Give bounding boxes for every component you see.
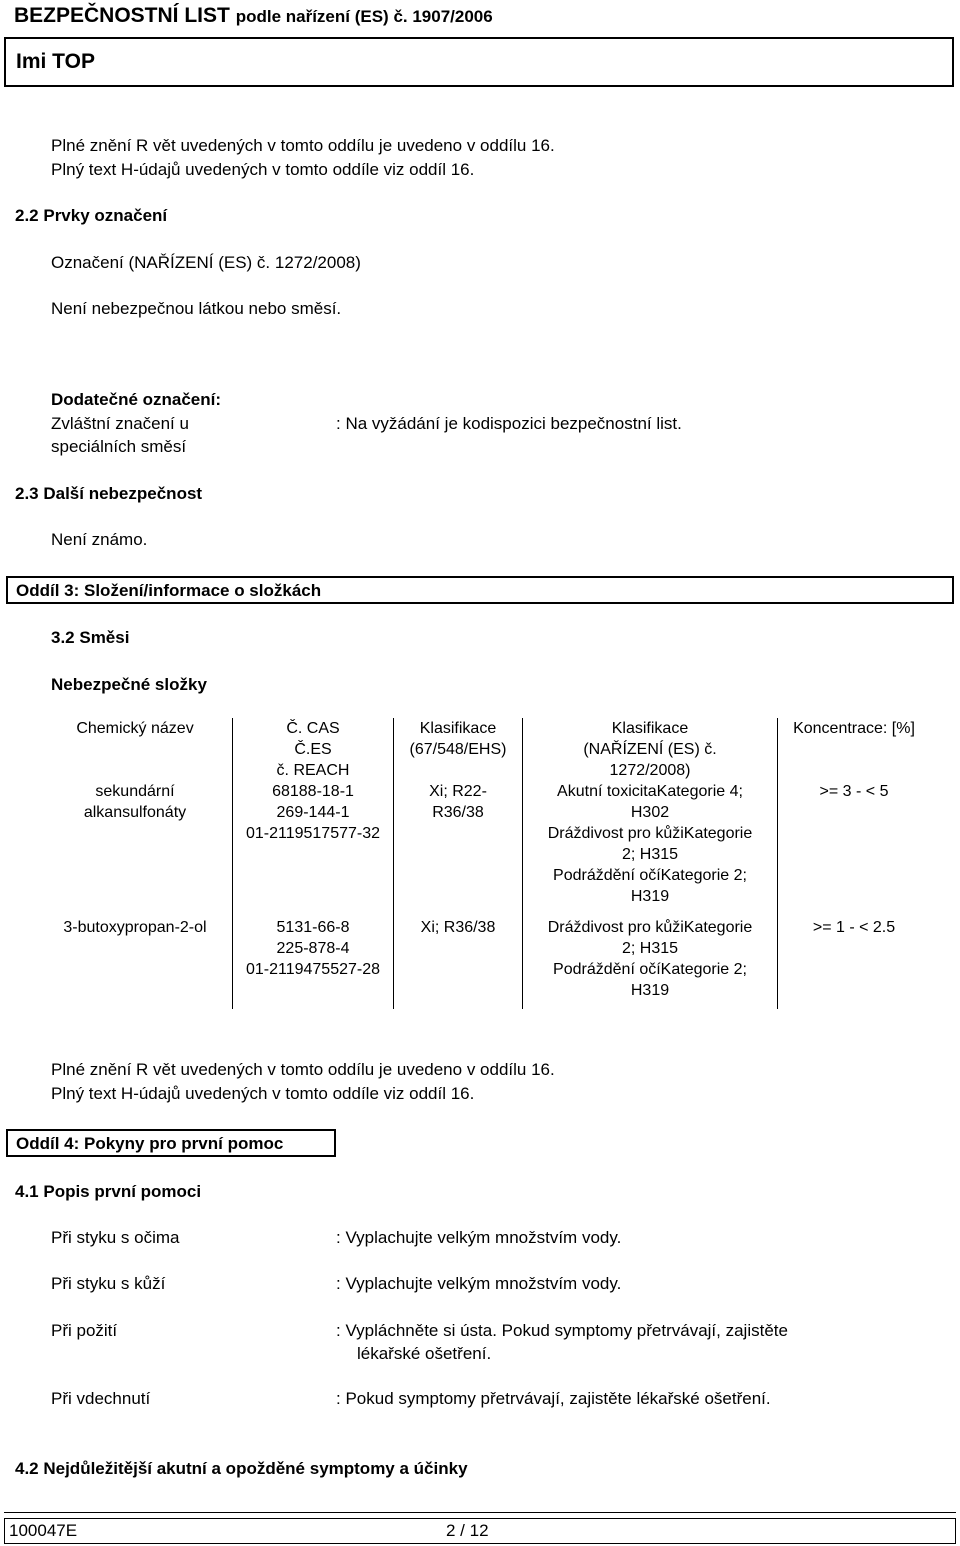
special-labelling-value: : Na vyžádání je kodispozici bezpečnostní list. <box>336 414 682 433</box>
ingestion-label: Při požití <box>51 1321 118 1340</box>
row2-conc: >= 1 - < 2.5 <box>778 907 931 1009</box>
document-id: 100047E <box>9 1521 78 1540</box>
col-name-header: Chemický název <box>76 720 194 737</box>
footer-divider <box>4 1512 956 1513</box>
row1-conc: >= 3 - < 5 <box>778 781 931 907</box>
ingestion-value: : Vypláchněte si ústa. Pokud symptomy přetrvávají, zajistěte <box>336 1321 788 1340</box>
footer <box>4 1518 956 1544</box>
col-class-dsd-header: Klasifikace (67/548/EHS) <box>394 718 523 781</box>
inhalation-label: Při vdechnutí <box>51 1389 151 1408</box>
section-4-title: Oddíl 4: Pokyny pro první pomoc <box>16 1134 284 1153</box>
special-labelling-label-1: Zvláštní značení u <box>51 414 189 433</box>
section-2-3-text: Není známo. <box>51 530 148 549</box>
eye-contact-label: Při styku s očima <box>51 1228 180 1247</box>
section-2-3-heading: 2.3 Další nebezpečnost <box>15 484 203 503</box>
section-2-2-heading: 2.2 Prvky označení <box>15 206 168 225</box>
row2-name: 3-butoxypropan-2-ol <box>63 919 207 936</box>
special-labelling-label-2: speciálních směsí <box>51 437 187 456</box>
eye-contact-value: : Vyplachujte velkým množstvím vody. <box>336 1228 622 1247</box>
section-3-title: Oddíl 3: Složení/informace o složkách <box>16 581 322 600</box>
ingestion-value-cont: lékařské ošetření. <box>357 1344 492 1363</box>
row1-ids: 68188-18-1 269-144-1 01-2119517577-32 <box>233 781 394 907</box>
col-class-clp-header: Klasifikace (NAŘÍZENÍ (ES) č. 1272/2008) <box>523 718 778 781</box>
page-number: 2 / 12 <box>446 1521 489 1540</box>
table-row <box>38 907 930 1009</box>
not-dangerous-text: Není nebezpečnou látkou nebo směsí. <box>51 299 342 318</box>
skin-contact-label: Při styku s kůží <box>51 1274 166 1293</box>
table-header-row <box>38 718 930 781</box>
skin-contact-value: : Vyplachujte velkým množstvím vody. <box>336 1274 622 1293</box>
product-name: Imi TOP <box>16 50 95 73</box>
dangerous-components-heading: Nebezpečné složky <box>51 675 207 694</box>
document-title <box>14 4 493 28</box>
r-phrases-note: Plné znění R vět uvedených v tomto oddílu je uvedeno v oddílu 16. <box>51 136 555 155</box>
row2-class-clp: Dráždivost pro kůžiKategorie 2; H315 Podráždění očíKategorie 2; H319 <box>523 907 778 1009</box>
col-ids-header: Č. CAS Č.ES č. REACH <box>233 718 394 781</box>
document-title-sub: podle nařízení (ES) č. 1907/2006 <box>235 7 493 26</box>
h-statements-note-2: Plný text H-údajů uvedených v tomto oddíle viz oddíl 16. <box>51 1084 475 1103</box>
components-table <box>38 718 930 1009</box>
section-4-2-heading: 4.2 Nejdůležitější akutní a opožděné symptomy a účinky <box>15 1459 468 1478</box>
row1-name: sekundární alkansulfonáty <box>83 783 187 821</box>
section-4-header <box>6 1129 336 1157</box>
product-box <box>4 37 954 87</box>
row1-class-clp: Akutní toxicitaKategorie 4; H302 Dráždivost pro kůžiKategorie 2; H315 Podráždění očíKategorie 2; H319 <box>523 781 778 907</box>
inhalation-value: : Pokud symptomy přetrvávají, zajistěte lékařské ošetření. <box>336 1389 771 1408</box>
h-statements-note: Plný text H-údajů uvedených v tomto oddíle viz oddíl 16. <box>51 160 475 179</box>
table-row <box>38 781 930 907</box>
section-3-header <box>6 576 954 604</box>
document-title-main: BEZPEČNOSTNÍ LIST <box>14 4 230 27</box>
extra-labelling-heading: Dodatečné označení: <box>51 390 222 409</box>
r-phrases-note-2: Plné znění R vět uvedených v tomto oddílu je uvedeno v oddílu 16. <box>51 1060 555 1079</box>
row2-class-dsd: Xi; R36/38 <box>394 907 523 1009</box>
col-conc-header: Koncentrace: [%] <box>778 718 931 781</box>
section-3-2-heading: 3.2 Směsi <box>51 628 130 647</box>
row2-ids: 5131-66-8 225-878-4 01-2119475527-28 <box>233 907 394 1009</box>
section-4-1-heading: 4.1 Popis první pomoci <box>15 1182 202 1201</box>
label-regulation: Označení (NAŘÍZENÍ (ES) č. 1272/2008) <box>51 253 361 272</box>
row1-class-dsd: Xi; R22- R36/38 <box>394 781 523 907</box>
